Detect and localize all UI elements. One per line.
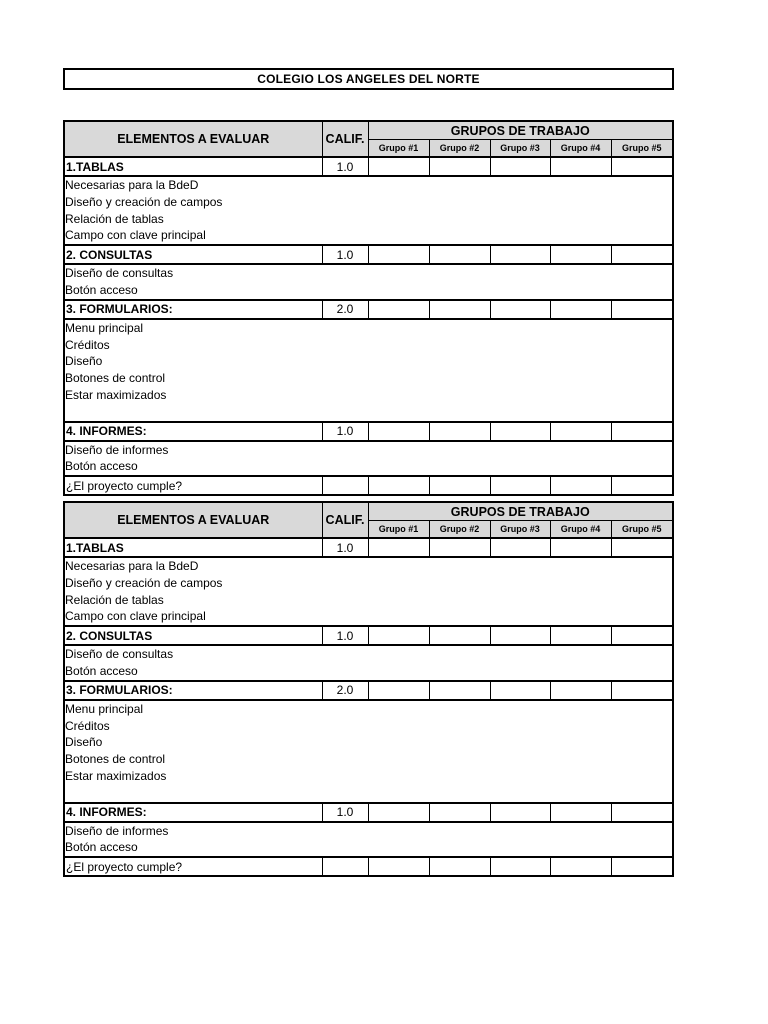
criterion-item: Relación de tablas: [65, 211, 164, 226]
section-calif: 2.0: [322, 300, 368, 319]
grade-cell[interactable]: [368, 245, 429, 264]
items-row: [64, 557, 673, 626]
criterion-item: [65, 404, 672, 421]
grade-cell[interactable]: [490, 626, 550, 645]
rubric-body: [64, 538, 673, 876]
grade-cell[interactable]: [368, 803, 429, 822]
section-title: 2. CONSULTAS: [64, 626, 322, 645]
section-title: 4. INFORMES:: [64, 422, 322, 441]
section-calif: 1.0: [322, 803, 368, 822]
criterion-item: Campo con clave principal: [65, 609, 206, 624]
criterion-item: Diseño y creación de campos: [65, 575, 223, 590]
criterion-item: Necesarias para la BdeD: [65, 559, 199, 573]
grade-cell[interactable]: [550, 245, 611, 264]
group-header: Grupo #5: [611, 521, 673, 539]
grade-cell[interactable]: [429, 681, 490, 700]
items-block: [64, 822, 673, 858]
grade-cell[interactable]: [611, 157, 673, 176]
items-block: [64, 645, 673, 681]
items-block: [64, 319, 673, 422]
criterion-item: Necesarias para la BdeD: [65, 178, 199, 192]
document-title: COLEGIO LOS ANGELES DEL NORTE: [63, 68, 674, 90]
grade-cell[interactable]: [490, 538, 550, 557]
grade-cell[interactable]: [490, 300, 550, 319]
grade-cell[interactable]: [490, 681, 550, 700]
criterion-item: Diseño: [65, 354, 103, 369]
group-header: Grupo #5: [611, 140, 673, 158]
items-block: [64, 557, 673, 626]
group-header: Grupo #2: [429, 140, 490, 158]
grade-cell[interactable]: [611, 626, 673, 645]
section-row: [64, 538, 673, 557]
group-header: Grupo #1: [368, 140, 429, 158]
items-block: [64, 176, 673, 245]
criterion-item: Botón acceso: [65, 663, 138, 678]
final-grade-cell[interactable]: [429, 857, 490, 876]
grade-cell[interactable]: [490, 157, 550, 176]
calif-header: CALIF.: [322, 502, 368, 538]
section-row: [64, 626, 673, 645]
section-calif: 1.0: [322, 422, 368, 441]
criterion-item: Campo con clave principal: [65, 228, 206, 243]
criterion-item: Botones de control: [65, 371, 166, 386]
section-row: [64, 300, 673, 319]
grade-cell[interactable]: [429, 422, 490, 441]
criterion-item: Estar maximizados: [65, 768, 167, 783]
groups-header: GRUPOS DE TRABAJO: [368, 121, 673, 140]
criterion-item: Botón acceso: [65, 459, 138, 474]
final-grade-cell[interactable]: [550, 476, 611, 495]
criterion-item: Diseño: [65, 735, 103, 750]
grade-cell[interactable]: [550, 803, 611, 822]
grade-cell[interactable]: [550, 681, 611, 700]
grade-cell[interactable]: [611, 300, 673, 319]
section-calif: 2.0: [322, 681, 368, 700]
criterion-item: Diseño y creación de campos: [65, 194, 223, 209]
final-question-row: [64, 476, 673, 495]
calif-header: CALIF.: [322, 121, 368, 157]
criterion-item: Diseño de consultas: [65, 266, 174, 281]
section-row: [64, 422, 673, 441]
rubric-table-2: [63, 501, 674, 877]
grade-cell[interactable]: [490, 803, 550, 822]
grade-cell[interactable]: [611, 422, 673, 441]
criterion-item: Relación de tablas: [65, 592, 164, 607]
items-row: [64, 319, 673, 422]
criterion-item: Botón acceso: [65, 840, 138, 855]
section-title: 3. FORMULARIOS:: [64, 681, 322, 700]
grade-cell[interactable]: [490, 422, 550, 441]
elements-header: ELEMENTOS A EVALUAR: [64, 121, 322, 157]
grade-cell[interactable]: [550, 157, 611, 176]
grade-cell[interactable]: [429, 538, 490, 557]
grade-cell[interactable]: [368, 681, 429, 700]
final-question: ¿El proyecto cumple?: [64, 857, 322, 876]
final-calif-cell[interactable]: [322, 857, 368, 876]
grade-cell[interactable]: [368, 538, 429, 557]
grade-cell[interactable]: [490, 245, 550, 264]
section-title: 2. CONSULTAS: [64, 245, 322, 264]
groups-header: GRUPOS DE TRABAJO: [368, 502, 673, 521]
final-grade-cell[interactable]: [368, 476, 429, 495]
final-grade-cell[interactable]: [611, 476, 673, 495]
criterion-item: Créditos: [65, 337, 110, 352]
section-row: [64, 245, 673, 264]
final-question: ¿El proyecto cumple?: [64, 476, 322, 495]
grade-cell[interactable]: [550, 422, 611, 441]
items-row: [64, 700, 673, 803]
final-grade-cell[interactable]: [611, 857, 673, 876]
section-title: 1.TABLAS: [64, 157, 322, 176]
elements-header: ELEMENTOS A EVALUAR: [64, 502, 322, 538]
section-calif: 1.0: [322, 157, 368, 176]
items-row: [64, 822, 673, 858]
grade-cell[interactable]: [429, 245, 490, 264]
final-grade-cell[interactable]: [429, 476, 490, 495]
final-grade-cell[interactable]: [490, 476, 550, 495]
grade-cell[interactable]: [550, 538, 611, 557]
section-row: [64, 157, 673, 176]
group-header: Grupo #3: [490, 521, 550, 539]
rubric-body: [64, 157, 673, 495]
criterion-item: Diseño de informes: [65, 442, 169, 457]
items-block: [64, 441, 673, 477]
grade-cell[interactable]: [429, 300, 490, 319]
criterion-item: Créditos: [65, 718, 110, 733]
items-row: [64, 645, 673, 681]
section-title: 4. INFORMES:: [64, 803, 322, 822]
grade-cell[interactable]: [429, 157, 490, 176]
grade-cell[interactable]: [611, 681, 673, 700]
section-row: [64, 681, 673, 700]
criterion-item: Botones de control: [65, 752, 166, 767]
grade-cell[interactable]: [429, 626, 490, 645]
final-calif-cell[interactable]: [322, 476, 368, 495]
criterion-item: Diseño de informes: [65, 823, 169, 838]
grade-cell[interactable]: [611, 538, 673, 557]
section-calif: 1.0: [322, 245, 368, 264]
grade-cell[interactable]: [611, 245, 673, 264]
group-header: Grupo #3: [490, 140, 550, 158]
criterion-item: Diseño de consultas: [65, 647, 174, 662]
section-calif: 1.0: [322, 626, 368, 645]
grade-cell[interactable]: [429, 803, 490, 822]
grade-cell[interactable]: [368, 157, 429, 176]
final-question-row: [64, 857, 673, 876]
criterion-item: Menu principal: [65, 701, 144, 716]
group-header: Grupo #4: [550, 521, 611, 539]
group-header: Grupo #1: [368, 521, 429, 539]
final-grade-cell[interactable]: [550, 857, 611, 876]
grade-cell[interactable]: [368, 626, 429, 645]
final-grade-cell[interactable]: [368, 857, 429, 876]
items-row: [64, 264, 673, 300]
group-header: Grupo #2: [429, 521, 490, 539]
items-row: [64, 176, 673, 245]
section-title: 1.TABLAS: [64, 538, 322, 557]
section-title: 3. FORMULARIOS:: [64, 300, 322, 319]
items-block: [64, 700, 673, 803]
criterion-item: Menu principal: [65, 320, 144, 335]
rubric-table-1: [63, 120, 674, 496]
items-block: [64, 264, 673, 300]
grade-cell[interactable]: [550, 300, 611, 319]
grade-cell[interactable]: [550, 626, 611, 645]
final-grade-cell[interactable]: [490, 857, 550, 876]
criterion-item: [65, 785, 672, 802]
grade-cell[interactable]: [368, 422, 429, 441]
group-header: Grupo #4: [550, 140, 611, 158]
grade-cell[interactable]: [368, 300, 429, 319]
criterion-item: Estar maximizados: [65, 387, 167, 402]
criterion-item: Botón acceso: [65, 282, 138, 297]
section-calif: 1.0: [322, 538, 368, 557]
grade-cell[interactable]: [611, 803, 673, 822]
items-row: [64, 441, 673, 477]
section-row: [64, 803, 673, 822]
